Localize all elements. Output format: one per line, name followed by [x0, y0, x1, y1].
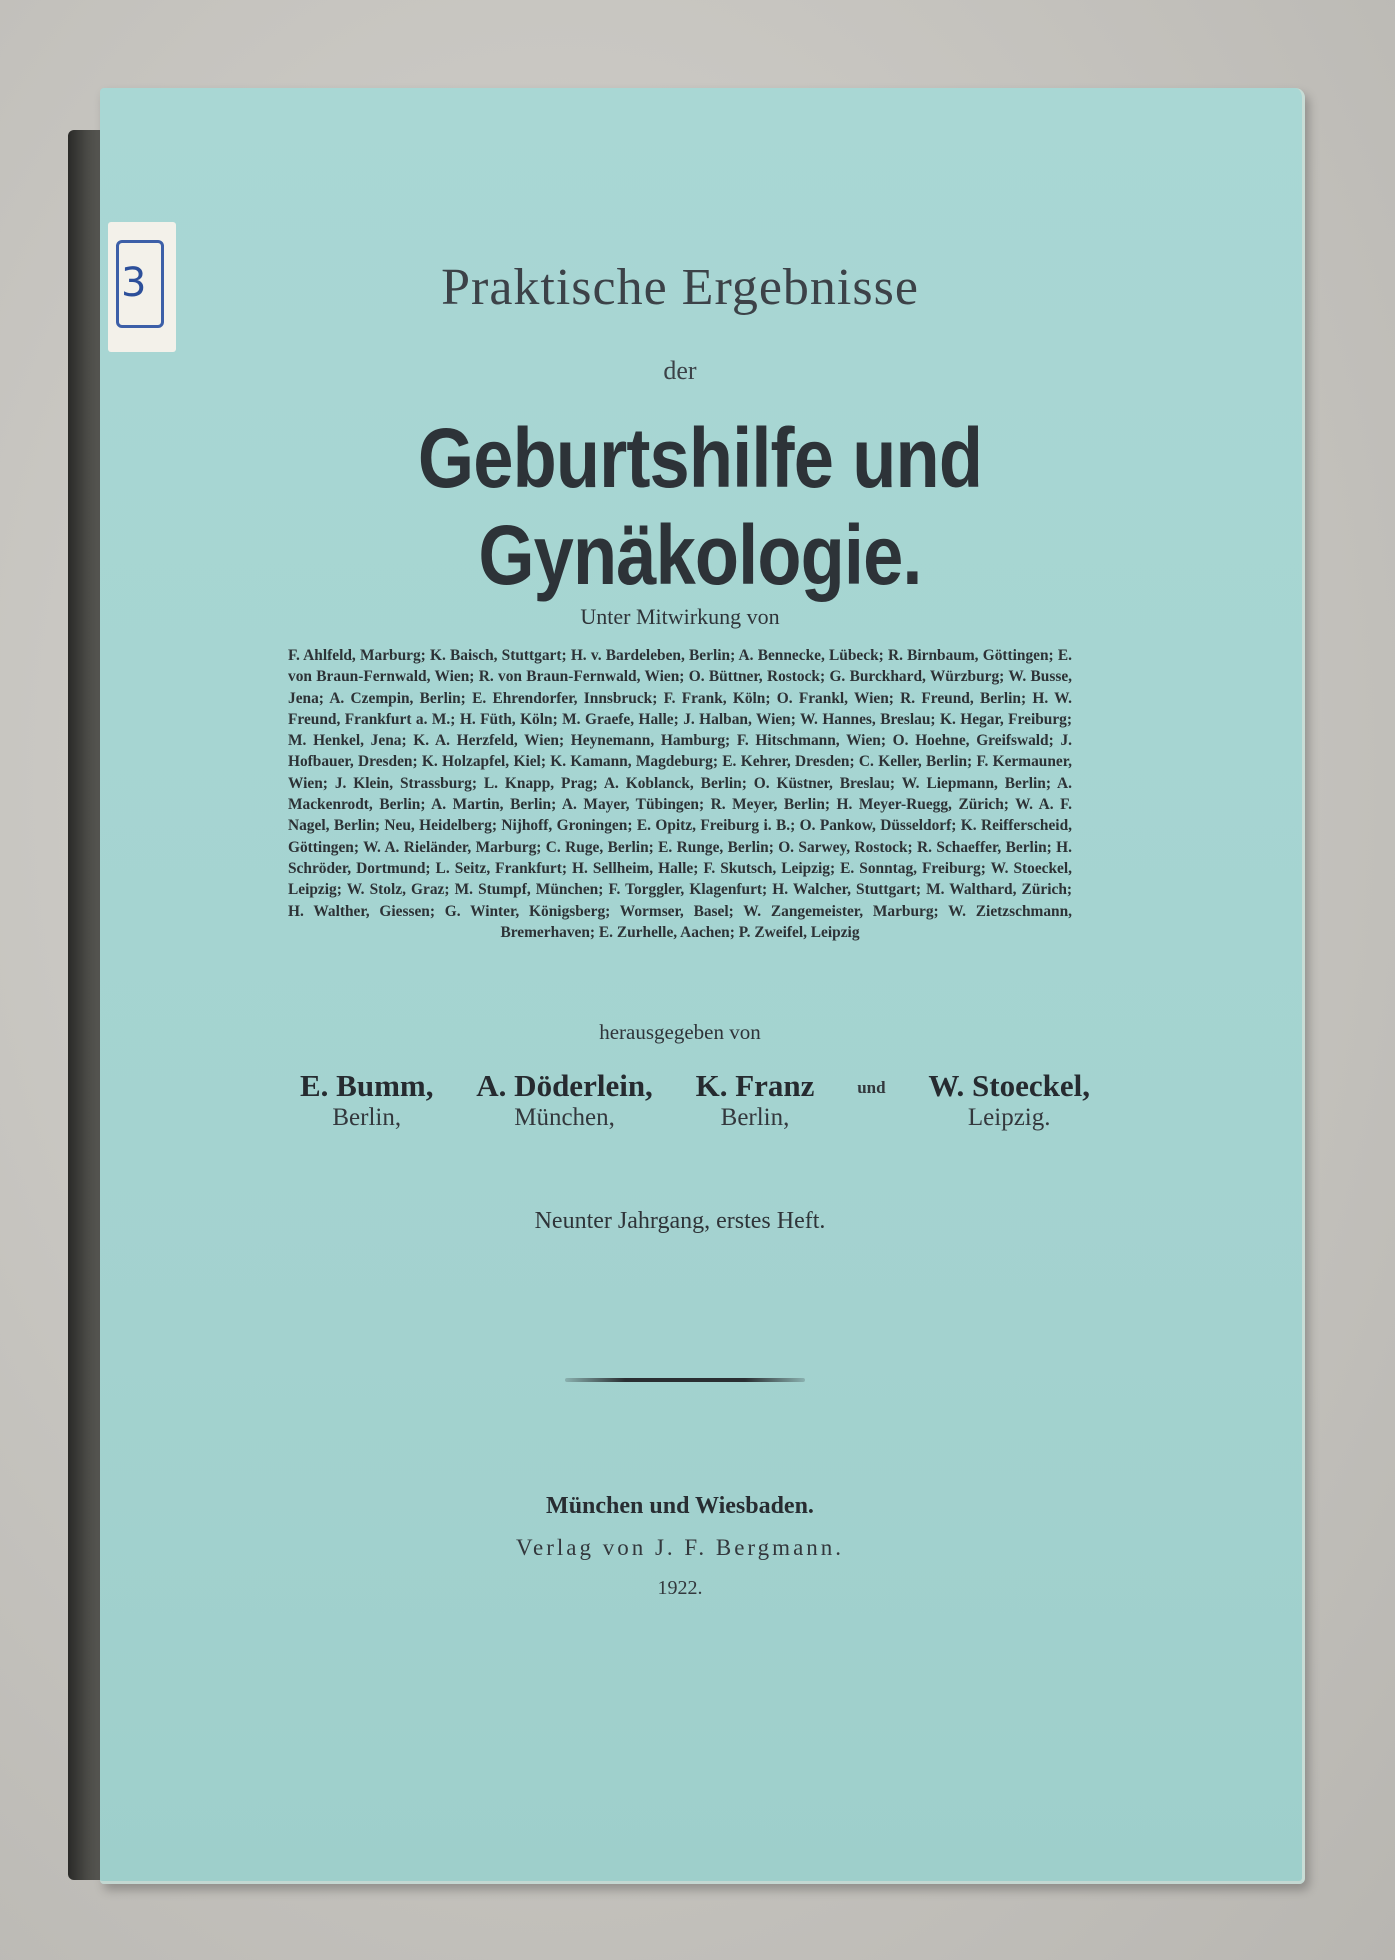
title-line-praktische: Praktische Ergebnisse [441, 259, 919, 316]
editor-city: Berlin, [720, 1104, 790, 1131]
library-label [108, 222, 176, 352]
editor-stoeckel [928, 1068, 1090, 1132]
contributors-list: F. Ahlfeld, Marburg; K. Baisch, Stuttgart; H. v. Bardeleben, Berlin; A. Bennecke, Lübeck; R. Birnbaum, Göttingen; E. von Braun-Fernwald, Wien; R. von Braun-Fernwald, Wien; O. Büttner, Rostock; G. Burckhard, Würzburg; W. Busse, Jena; A. Czempin, Berlin; E. Ehrendorfer, Innsbruck; F. Frank, Köln; O. Frankl, Wien; R. Freund, Berlin; H. W. Freund, Frankfurt a. M.; H. Füth, Köln; M. Graefe, Halle; J. Halban, Wien; W. Hannes, Breslau; K. Hegar, Freiburg; M. Henkel, Jena; K. A. Herzfeld, Wien; Heynemann, Hamburg; F. Hitschmann, Wien; O. Hoehne, Greifswald; J. Hofbauer, Dresden; K. Holzapfel, Kiel; K. Kamann, Magdeburg; E. Kehrer, Dresden; C. Keller, Berlin; F. Kermauner, Wien; J. Klein, Strassburg; L. Knapp, Prag; A. Koblanck, Berlin; O. Küstner, Breslau; W. Liepmann, Berlin; A. Mackenrodt, Berlin; A. Martin, Berlin; A. Mayer, Tübingen; R. Meyer, Berlin; H. Meyer-Ruegg, Zürich; W. A. F. Nagel, Berlin; Neu, Heidelberg; Nijhoff, Groningen; E. Opitz, Freiburg i. B.; O. Pankow, Düsseldorf; K. Reifferscheid, Göttingen; W. A. Rieländer, Marburg; C. Ruge, Berlin; E. Runge, Berlin; O. Sarwey, Rostock; R. Schaeffer, Berlin; H. Schröder, Dortmund; L. Seitz, Frankfurt; H. Sellheim, Halle; F. Skutsch, Leipzig; E. Sonntag, Freiburg; W. Stoeckel, Leipzig; W. Stolz, Graz; M. Stumpf, München; F. Torggler, Klagenfurt; H. Walcher, Stuttgart; M. Walthard, Zürich; H. Walther, Giessen; G. Winter, Königsberg; Wormser, Basel; W. Zangemeister, Marburg; W. Zietzschmann, Bremerhaven; E. Zurhelle, Aachen; P. Zweifel, Leipzig [288, 647, 1072, 941]
publication-year: 1922. [657, 1577, 703, 1599]
editor-name: A. Döderlein, [476, 1068, 653, 1103]
editor-city: München, [514, 1104, 615, 1131]
publisher-city: München und Wiesbaden. [546, 1493, 814, 1519]
volume-issue: Neunter Jahrgang, erstes Heft. [534, 1208, 826, 1234]
editor-bumm [300, 1068, 434, 1132]
editor-name: E. Bumm, [300, 1068, 434, 1103]
library-label-number: 3 [116, 240, 164, 328]
herausgegeben-heading: herausgegeben von [599, 1020, 761, 1044]
editors-row [300, 1068, 1090, 1132]
main-title: Geburtshilfe und Gynäkologie. [417, 411, 983, 602]
und-conjunction: und [857, 1078, 886, 1097]
editor-name: K. Franz [695, 1068, 815, 1103]
editor-franz [696, 1068, 815, 1132]
unter-mitwirkung-heading: Unter Mitwirkung von [580, 604, 780, 629]
editor-name: W. Stoeckel, [928, 1068, 1090, 1103]
editor-doederlein [476, 1068, 653, 1132]
divider-rule [565, 1378, 805, 1382]
editor-city: Leipzig. [967, 1104, 1051, 1131]
title-der: der [663, 356, 697, 385]
publisher-name: Verlag von J. F. Bergmann. [515, 1535, 845, 1560]
editor-city: Berlin, [332, 1104, 402, 1131]
